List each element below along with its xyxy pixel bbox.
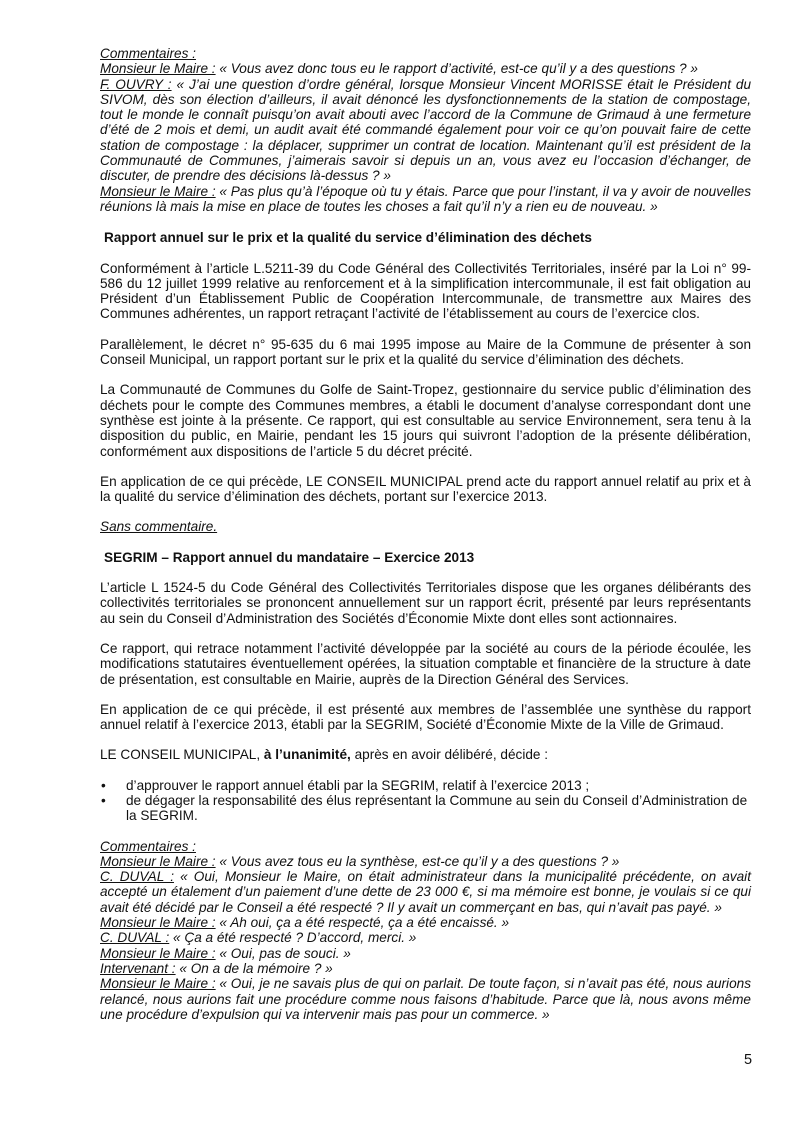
- paragraph: En application de ce qui précède, il est présenté aux membres de l’assemblée une synthèse du rapport annuel relatif à l’exercice 2013, établi par la SEGRIM, Société d’Économie Mixte de la Ville de Grimaud.: [100, 701, 751, 733]
- list-item: • d’approuver le rapport annuel établi par la SEGRIM, relatif à l’exercice 2013 ;: [101, 777, 590, 793]
- speech-text: « Vous avez tous eu la synthèse, est-ce qu’il y a des questions ? »: [215, 853, 620, 869]
- paragraph: Ce rapport, qui retrace notamment l’activité développée par la société au cours de la période écoulée, les modifications statutaires éventuellement opérées, la situation comptable et financière de la structure à date de présentation, est consultable en Mairie, auprès de la Direction Général des Services.: [100, 640, 751, 687]
- speaker-label: Monsieur le Maire :: [100, 976, 216, 992]
- comment-line: [100, 946, 751, 961]
- paragraph: Conformément à l’article L.5211-39 du Code Général des Collectivités Territoriales, inséré par la Loi n° 99-586 du 12 juillet 1999 relative au renforcement et à la simplification intercommunale, il est fait obligation au Président d’un Établissement Public de Coopération Intercommunale, de transmettre aux Maires des Communes adhérentes, un rapport retraçant l’activité de l’établissement au cours de l’exercice clos.: [100, 260, 751, 322]
- speaker-label: Monsieur le Maire :: [100, 183, 216, 199]
- paragraph: La Communauté de Communes du Golfe de Saint-Tropez, gestionnaire du service public d’élimination des déchets pour le compte des Communes membres, a établi le document d’analyse correspondant dont une synthèse est jointe à la présente. Ce rapport, qui est consultable au service Environnement, sera tenu à la disposition du public, en Mairie, pendant les 15 jours qui suivront l’adoption de la présente délibération, conformément aux dispositions de l’article 5 du décret précité.: [100, 382, 751, 459]
- speech-text: « On a de la mémoire ? »: [175, 960, 333, 976]
- speaker-label: Intervenant :: [100, 960, 176, 976]
- bullet-icon: •: [101, 777, 106, 793]
- comment-line: [100, 930, 751, 945]
- comment-line: [100, 961, 751, 976]
- comment-line: [100, 915, 751, 930]
- paragraph: L’article L 1524-5 du Code Général des Collectivités Territoriales dispose que les organes délibérants des collectivités territoriales se prononcent annuellement sur un rapport écrit, présenté par leurs représentants au sein du Conseil d’Administration des Sociétés d’Économie Mixte dont elles sont actionnaires.: [100, 580, 751, 626]
- speech-text: « Pas plus qu’à l’époque où tu y étais. Parce que pour l’instant, il va y avoir de nouvelles réunions là mais la mise en place de toutes les choses a fait qu’il n’y a rien eu de nouveau. »: [100, 183, 751, 214]
- bullet-icon: •: [101, 792, 106, 808]
- speaker-label: Monsieur le Maire :: [100, 853, 216, 869]
- section-heading-segrim: SEGRIM – Rapport annuel du mandataire – Exercice 2013: [104, 549, 475, 565]
- unanimity-label: à l’unanimité,: [263, 747, 351, 763]
- council-decision: LE CONSEIL MUNICIPAL, à l’unanimité, après en avoir délibéré, décide :: [100, 747, 549, 763]
- speech-text: « Oui, Monsieur le Maire, on était administrateur dans la municipalité précédente, on avait accepté un étalement d’un paiement d’une dette de 23 000 €, si ma mémoire est bonne, je voulais si ce qui avait été décidé par le Conseil a été respecté ? Il y avait un commerçant en bas, qui n’avait pas payé. »: [100, 869, 751, 915]
- comment-line: [100, 976, 751, 1022]
- section-heading-waste-report: Rapport annuel sur le prix et la qualité du service d’élimination des déchets: [104, 230, 592, 246]
- comment-line: [100, 854, 751, 869]
- speech-text: « Vous avez donc tous eu le rapport d’activité, est-ce qu’il y a des questions ? »: [215, 61, 698, 77]
- list-item: • de dégager la responsabilité des élus représentant la Commune au sein du Conseil d’Administration de la SEGRIM.: [101, 792, 748, 824]
- speech-text: « Ça a été respecté ? D’accord, merci. »: [169, 930, 417, 946]
- comment-line: [100, 184, 751, 215]
- speaker-label: C. DUVAL :: [100, 930, 170, 946]
- speech-text: « Oui, pas de souci. »: [215, 945, 351, 961]
- page-number: 5: [744, 1052, 753, 1068]
- no-comment-note: Sans commentaire.: [100, 519, 218, 535]
- document-body: [100, 46, 751, 1022]
- comment-line: [100, 77, 751, 184]
- comments-block-2: [100, 839, 751, 1023]
- comment-line: [100, 61, 751, 76]
- speech-text: « J’ai une question d’ordre général, lorsque Monsieur Vincent MORISSE était le Président du SIVOM, dès son élection d’ailleurs, il avait dénoncé les dysfonctionnements de la station de compostage, tout le monde le connaît puisqu’on avait abouti avec l’accord de la Commune de Grimaud à une fermeture d’été de 2 mois et demi, un audit avait été commandé également pour voir ce qu’on pouvait faire de cette station de compostage : la déplacer, supprimer un contrat de location. Maintenant qu’il est président de la Communauté de Communes, j’aimerais savoir si depuis un an, vous avez eu l’occasion d’échanger, de discuter, de prendre des décisions là-dessus ? »: [100, 76, 752, 184]
- speaker-label: C. DUVAL :: [100, 869, 174, 885]
- comments-title: Commentaires :: [100, 46, 196, 61]
- speaker-label: F. OUVRY :: [100, 76, 172, 92]
- speaker-label: Monsieur le Maire :: [100, 61, 216, 77]
- speech-text: « Ah oui, ça a été respecté, ça a été encaissé. »: [215, 915, 510, 931]
- comments-block-1: [100, 46, 751, 214]
- paragraph: En application de ce qui précède, LE CONSEIL MUNICIPAL prend acte du rapport annuel relatif au prix et à la qualité du service d’élimination des déchets, portant sur l’exercice 2013.: [100, 473, 751, 505]
- comments-title: Commentaires :: [100, 838, 196, 854]
- speech-text: « Oui, je ne savais plus de qui on parlait. De toute façon, si n’avait pas été, nous aurions relancé, nous aurions fait une procédure comme nous faisons d’habitude. Parce que là, nous avons même une procédure d’expulsion qui va intervenir mais pas pour un commerce. »: [100, 976, 751, 1022]
- paragraph: Parallèlement, le décret n° 95-635 du 6 mai 1995 impose au Maire de la Commune de présenter à son Conseil Municipal, un rapport portant sur le prix et la qualité du service d’élimination des déchets.: [100, 336, 751, 368]
- comment-line: [100, 869, 751, 915]
- speaker-label: Monsieur le Maire :: [100, 945, 216, 961]
- speaker-label: Monsieur le Maire :: [100, 915, 216, 931]
